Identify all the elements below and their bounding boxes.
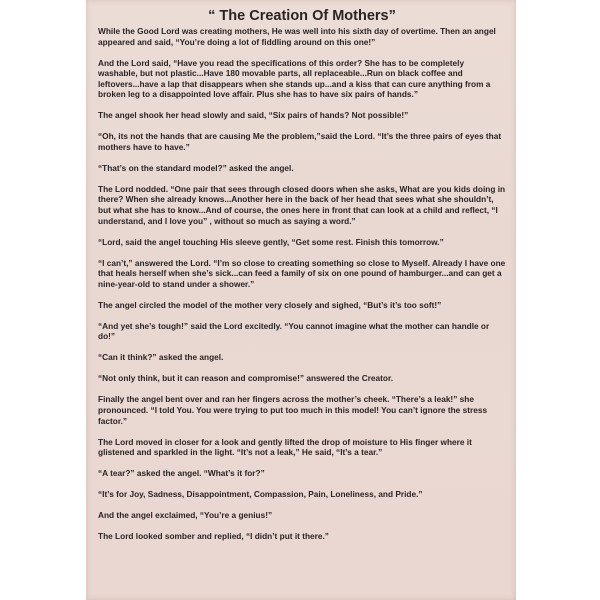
- paragraph-18: The Lord looked somber and replied, “I didn’t put it there.”: [98, 531, 329, 542]
- paragraph-12: “Not only think, but it can reason and compromise!” answered the Creator.: [98, 373, 394, 384]
- document-title: “ The Creation Of Mothers”: [208, 8, 396, 24]
- paragraph-14: The Lord moved in closer for a look and gently lifted the drop of moisture to His finger where it glistened and sparkled in the light. “It’s not a leak,” He said, “It’s a tear.”: [98, 436, 472, 458]
- paragraph-3: The angel shook her head slowly and said, “Six pairs of hands? Not possible!”: [98, 110, 409, 121]
- paragraph-2: And the Lord said, “Have you read the specifications of this order? She has to be completely washable, but not plastic...Have 180 movable parts, all replaceable...Run on black coffee and leftovers...have a lap that disappears when she stands up...and a kiss that can cure anything from a broken leg to a disappointed love affair. Plus she has to have six pairs of hands.”: [98, 57, 491, 100]
- paragraph-17: And the angel exclaimed, “You’re a genius!”: [98, 510, 273, 521]
- paragraph-7: “Lord, said the angel touching His sleeve gently, “Get some rest. Finish this tomorrow.”: [98, 236, 444, 247]
- paragraph-9: The angel circled the model of the mother very closely and sighed, “But’s it’s too soft!”: [98, 299, 442, 310]
- document-page: [86, 0, 516, 600]
- paragraph-11: “Can it think?” asked the angel.: [98, 352, 224, 363]
- paragraph-13: Finally the angel bent over and ran her fingers across the mother’s cheek. “There’s a leak!” she pronounced. “I told You. You were trying to put too much in this model! You can’t ignore the stress factor.”: [98, 394, 488, 426]
- document-body: [98, 8, 506, 552]
- paragraph-8: “I can’t,” answered the Lord. “I’m so close to creating something so close to Myself. Already I have one that heals herself when she’s sick...can feed a family of six on one pound of hamburger...and can get a nine-year-old to stand under a shower.”: [98, 257, 506, 289]
- paragraph-4: “Oh, its not the hands that are causing Me the problem,”said the Lord. “It’s the three pairs of eyes that mothers have to have.”: [98, 131, 502, 152]
- paragraph-6: The Lord nodded. “One pair that sees through closed doors when she asks, What are you kids doing in there? When she already knows...Another here in the back of her head that sees what she shouldn’t, but what she has to know...And of course, the ones here in front that can look at a child and reflect, “I understand, and I love you” , without so much as saying a word.”: [98, 183, 506, 226]
- paragraph-15: “A tear?” asked the angel. “What’s it for?”: [98, 468, 265, 479]
- paragraph-1: While the Good Lord was creating mothers, He was well into his sixth day of overtime. Then an angel appeared and said, “You’re doing a lot of fiddling around on this one!”: [98, 26, 496, 47]
- paragraph-16: “It’s for Joy, Sadness, Disappointment, Compassion, Pain, Loneliness, and Pride.”: [98, 489, 423, 500]
- paragraph-5: “That’s on the standard model?” asked the angel.: [98, 162, 294, 173]
- paragraph-10: “And yet she’s tough!” said the Lord excitedly. “You cannot imagine what the mother can handle or do!”: [98, 320, 490, 342]
